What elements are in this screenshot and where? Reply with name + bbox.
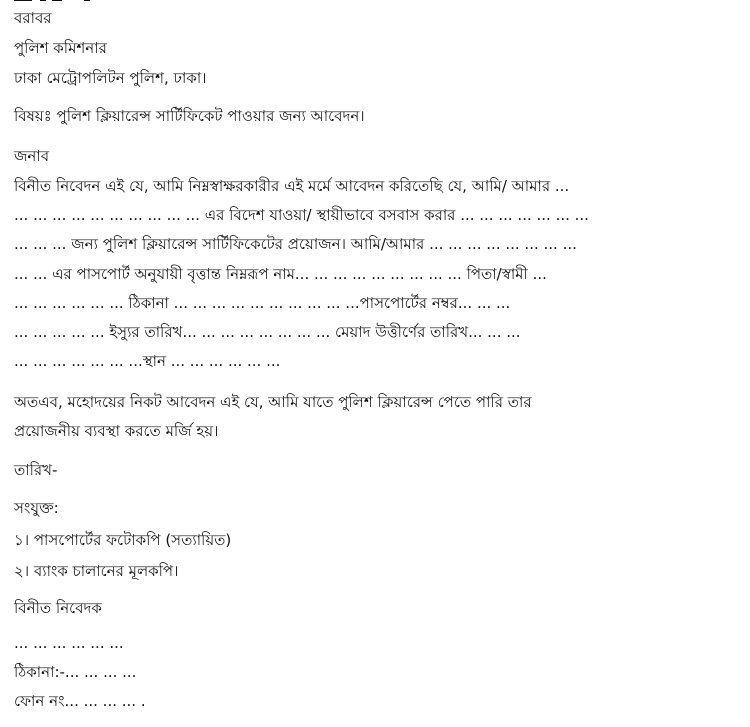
body-line: ... ... ... ... ... ... ঠিকানা ... ... ... ... ... ... ... ... ... ...পাসপোর্টের নম্বর... ... ...	[14, 294, 511, 312]
closing-line: অতএব, মহোদয়ের নিকট আবেদন এই যে, আমি যাতে পুলিশ ক্লিয়ারেন্স পেতে পারি তার	[14, 393, 532, 411]
attachment-item: ২। ব্যাংক চালানের মূলকপি।	[14, 562, 179, 580]
addressee-designation: পুলিশ কমিশনার	[14, 39, 107, 57]
body-line: বিনীত নিবেদন এই যে, আমি নিম্নস্বাক্ষরকারীর এই মর্মে আবেদন করিতেছি যে, আমি/ আমার ...	[14, 177, 570, 195]
subject-line: বিষয়ঃ পুলিশ ক্লিয়ারেন্স সার্টিফিকেট পাওয়ার জন্য আবেদন।	[14, 107, 365, 125]
attachment-item: ১। পাসপোর্টের ফটোকপি (সত্যায়িত)	[14, 531, 232, 549]
cropped-previous-text	[0, 0, 750, 2]
addressee-to: বরাবর	[14, 9, 52, 27]
body-line: ... ... ... ... ... ... ...স্থান ... ... ... ... ... ...	[14, 352, 281, 370]
signature-address: ঠিকানা:-... ... ... ...	[14, 663, 137, 681]
addressee-office: ঢাকা মেট্রোপলিটন পুলিশ, ঢাকা।	[14, 69, 207, 87]
signature-name-blank: ... ... ... ... ... ...	[14, 634, 124, 652]
body-line: ... ... ... ... ... ইস্যুর তারিখ... ... ... ... ... ... ... ... মেয়াদ উত্তীর্ণের তারিখ... ... ...	[14, 323, 521, 341]
signature-label: বিনীত নিবেদক	[14, 599, 102, 617]
body-line: ... ... ... জন্য পুলিশ ক্লিয়ারেন্স সার্টিফিকেটের প্রয়োজন। আমি/আমার ... ... ... ... ... ... ... ...	[14, 235, 577, 253]
closing-line: প্রয়োজনীয় ব্যবস্থা করতে মর্জি হয়।	[14, 422, 219, 440]
salutation: জনাব	[14, 147, 50, 165]
signature-phone: ফোন নং... ... ... ... .	[14, 692, 146, 710]
date-label: তারিখ-	[14, 461, 58, 479]
body-line: ... ... ... ... ... ... ... ... ... ... এর বিদেশ যাওয়া/ স্থায়ীভাবে বসবাস করার ... ... ... ... ... ... ...	[14, 206, 589, 224]
body-line: ... ... এর পাসপোর্ট অনুযায়ী বৃত্তান্ত নিম্নরূপ নাম... ... ... ... ... ... ... ... ... পিতা/স্বামী ...	[14, 265, 547, 283]
attachments-heading: সংযুক্ত:	[14, 499, 59, 517]
